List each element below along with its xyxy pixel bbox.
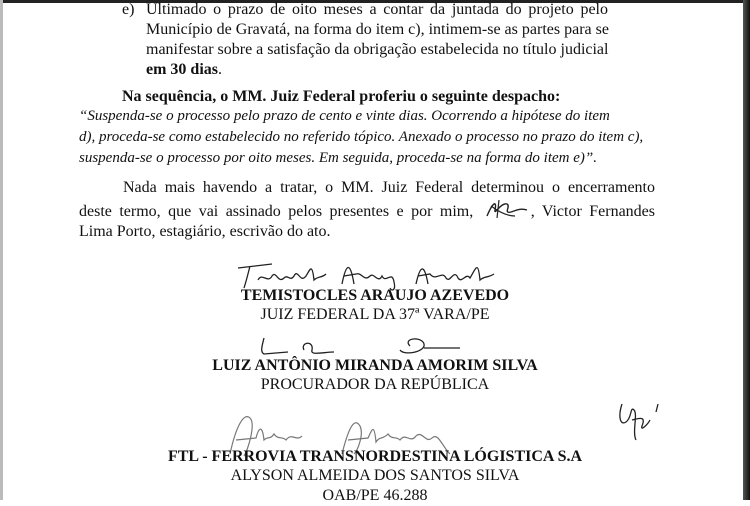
scan-right-edge bbox=[743, 0, 750, 500]
closing-line-2-end: , Victor Fernandes bbox=[530, 203, 656, 220]
quote-line-2: d), proceda-se como estabelecido no referido tópico. Anexado o processo no prazo do item c), bbox=[79, 129, 644, 145]
prosecutor-role: PROCURADOR DA REPÚBLICA bbox=[260, 376, 490, 393]
item-e-line-2: Município de Gravatá, na forma do item c), intimem-se as partes para se bbox=[146, 21, 609, 38]
prosecutor-signer-block bbox=[0, 357, 750, 395]
quote-line-1: “Suspenda-se o processo pelo prazo de cento e vinte dias. Ocorrendo a hipótese do item bbox=[79, 108, 610, 124]
company-signer-block bbox=[0, 448, 750, 506]
item-e-period: . bbox=[218, 61, 222, 78]
lawyer-name: ALYSON ALMEIDA DOS SANTOS SILVA bbox=[230, 467, 520, 484]
judge-role: JUIZ FEDERAL DA 37ª VARA/PE bbox=[260, 306, 490, 323]
item-e-text bbox=[146, 0, 608, 80]
margin-initials-signature bbox=[612, 396, 664, 444]
company-name: FTL - FERROVIA TRANSNORDESTINA LÓGISTICA S.A bbox=[167, 448, 583, 465]
closing-line-2 bbox=[79, 198, 655, 222]
item-e-line-4 bbox=[146, 60, 608, 80]
judge-signer-block bbox=[0, 287, 750, 325]
item-e-line-1: Ultimado o prazo de oito meses a contar da juntada do projeto pelo bbox=[146, 1, 608, 18]
scan-left-edge bbox=[0, 0, 3, 500]
closing-paragraph bbox=[79, 178, 655, 242]
prosecutor-name: LUIZ ANTÔNIO MIRANDA AMORIM SILVA bbox=[212, 357, 538, 374]
item-e-paragraph bbox=[122, 0, 608, 80]
lawyer-oab: OAB/PE 46.288 bbox=[322, 487, 428, 504]
closing-line-2-start: deste termo, que vai assinado pelos presentes e por mim, bbox=[79, 203, 474, 220]
closing-line-3: Lima Porto, estagiário, escrivão do ato. bbox=[79, 223, 331, 240]
quote-line-3: suspenda-se o processo por oito meses. Em seguida, proceda-se na forma do item e)”. bbox=[79, 150, 597, 166]
clerk-initials-signature bbox=[481, 198, 531, 218]
closing-line-1: Nada mais havendo a tratar, o MM. Juiz Federal determinou o encerramento bbox=[123, 179, 655, 196]
despacho-quote bbox=[79, 106, 644, 169]
item-e-marker: e) bbox=[122, 1, 135, 18]
judge-name: TEMISTOCLES ARAUJO AZEVEDO bbox=[240, 287, 510, 304]
despacho-heading: Na sequência, o MM. Juiz Federal proferiu o seguinte despacho: bbox=[122, 88, 561, 105]
item-e-deadline: em 30 dias bbox=[146, 61, 218, 78]
item-e-line-3: manifestar sobre a satisfação da obrigação estabelecida no título judicial bbox=[146, 41, 609, 58]
